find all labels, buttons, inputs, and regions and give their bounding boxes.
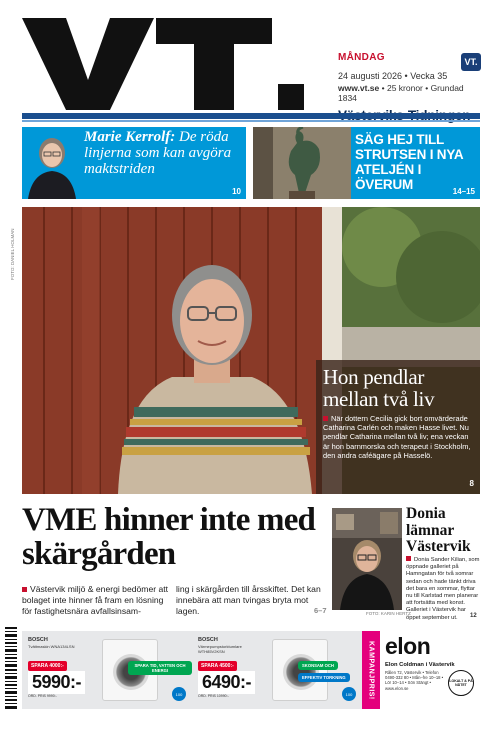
ad-panel-dryer[interactable] — [194, 631, 362, 709]
photo-credit: FOTO: DANIEL HOLMAN — [10, 228, 15, 280]
drum-icon — [283, 654, 319, 690]
vt-logo[interactable] — [22, 18, 322, 110]
lead-story-headline[interactable]: VME hinner inte med skärgården — [22, 502, 316, 572]
vt-badge-icon: VT. — [461, 53, 481, 71]
donia-page: 12 — [470, 613, 477, 619]
ad-price: 6490:- — [198, 671, 255, 694]
dryer-icon — [272, 639, 328, 701]
ad-panel-washer[interactable] — [24, 631, 192, 709]
teaser-strutsen[interactable] — [253, 127, 480, 199]
ad-price: 5990:- — [28, 671, 85, 694]
bullet-square-icon — [22, 587, 27, 592]
main-story-headline: Hon pendlar mellan två liv — [323, 365, 435, 411]
kerrolf-photo — [22, 127, 82, 199]
kampanjpris-banner: KAMPANJPRIS! — [362, 631, 380, 709]
masthead-rule — [22, 113, 480, 119]
teaser-kerrolf[interactable] — [22, 127, 246, 199]
ad-bosch[interactable] — [22, 631, 362, 709]
energy-badge-icon: 100 — [172, 687, 186, 701]
price-line — [338, 83, 480, 103]
donia-headline[interactable]: Donia lämnar Västervik — [406, 505, 471, 555]
bullet-square-icon — [323, 416, 328, 421]
teaser-left-name: Marie Kerrolf: — [84, 129, 176, 145]
donia-body — [406, 556, 482, 622]
lead-story-page: 6–7 — [314, 606, 327, 615]
lead-story-col1 — [22, 584, 170, 617]
masthead-rule-thin — [22, 120, 480, 122]
ad-flag: SKONSAM OCH — [298, 661, 338, 670]
location-pin-icon: LOKALT & PÅ NÄTET — [448, 670, 474, 696]
donia-body-text: Donia Sander Kilian, som öppnade galleriet på Hamngatan för två somrar sedan och hade tänkt driva det bara en sommar, flyttar nu till Karlstad men planerar att fortsätta med konst. Galleriet i Västervik har öppet september ut. — [406, 557, 480, 621]
ad-save-badge: SPARA 4500:- — [198, 661, 237, 671]
teaser-left-text: De röda linjerna som kan avgöra maktstriden — [84, 129, 232, 177]
ad-elon[interactable] — [382, 631, 480, 709]
teaser-left-page: 10 — [232, 187, 241, 196]
ad-model: Tvättmaskin WNA134LSN — [28, 644, 75, 649]
teaser-right-headline: SÄG HEJ TILL STRUTSEN I NYA ATELJÉN I ÖVERUM — [355, 132, 463, 192]
elon-logo: elon — [385, 633, 431, 659]
ad-save-badge: SPARA 4000:- — [28, 661, 67, 671]
ad-flag: SPARA TID, VATTEN OCH ENERGI — [128, 661, 192, 675]
site-link[interactable]: www.vt.se — [338, 83, 380, 93]
barcode-icon — [5, 627, 17, 709]
ostrich-sculpture-photo — [253, 127, 351, 199]
donia-photo[interactable] — [332, 508, 402, 610]
ad-ord-price: ORD. PRIS 10990:- — [198, 694, 229, 698]
price-text: • 25 kronor • Grundad 1834 — [338, 83, 464, 103]
lead-story-col2: ling i skärgården till årsskiftet. Det kan innebära att man tvingas bryta mot lagen. — [176, 584, 321, 616]
teaser-right-page: 14–15 — [452, 187, 475, 196]
ad-ord-price: ORD. PRIS 9990:- — [28, 694, 57, 698]
elon-store-name: Elon Coldman i Västervik — [385, 662, 455, 668]
ad-brand: BOSCH — [28, 637, 48, 643]
main-story-body-text: När dottern Cecilia gick bort omvärderade Catharina Carlén och maken Hasse livet. Nu pendlar Catharina mellan två liv; ena veckan är hon barnmorska och terapeut i Stockholm, den andra caféägare på Hasselö. — [323, 414, 471, 460]
lead-story-col1-text: Västervik miljö & energi bedömer att bolaget inte hinner få fram en lösning för fastighetsnära avfallsinsam- — [22, 584, 169, 616]
weekday: MÅNDAG — [338, 52, 385, 63]
elon-store-info: Rålen 72, Västervik • Telefon 0490-332 80 • Mån–fre 10–18 • Lör 10–14 • Sön Stängt • www.elon.se — [385, 670, 444, 691]
ad-flag-2: EFFEKTIV TORKNING — [298, 673, 350, 682]
ad-brand: BOSCH — [198, 637, 218, 643]
energy-badge-icon: 100 — [342, 687, 356, 701]
donia-photo-credit: FOTO: KARIN HERTZ — [366, 611, 411, 616]
bullet-square-icon — [406, 556, 411, 561]
main-story-caption[interactable] — [316, 360, 480, 494]
ad-model: Värmepumpstorktumlare WTH85V2KSN — [198, 644, 242, 654]
date-line: 24 augusti 2026 • Vecka 35 — [338, 71, 448, 81]
main-story-page: 8 — [469, 479, 474, 488]
teaser-left-headline — [84, 129, 240, 177]
main-story-body — [323, 414, 473, 460]
